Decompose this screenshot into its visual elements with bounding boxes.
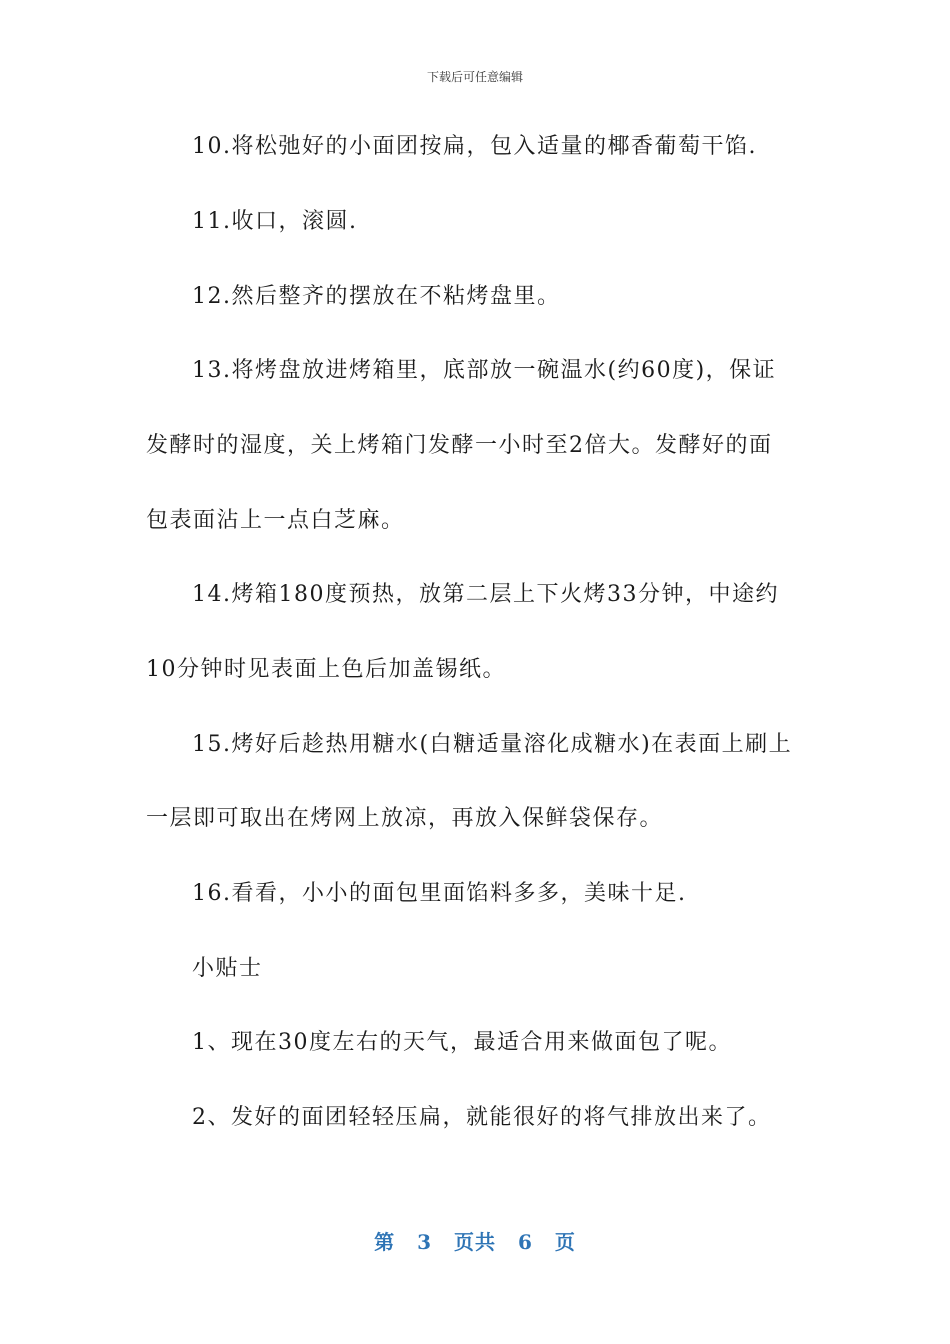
tips-heading: 小贴士 [192, 956, 263, 981]
page-number-footer [0, 1226, 950, 1255]
footer-current-page: 3 [417, 1230, 432, 1254]
step-13-continuation: 发酵时的湿度，关上烤箱门发酵一小时至2倍大。发酵好的面 [146, 433, 773, 458]
footer-label-page: 第 [374, 1230, 396, 1254]
footer-label-end: 页 [554, 1230, 576, 1254]
step-15-line: 15.烤好后趁热用糖水(白糖适量溶化成糖水)在表面上刷上 [192, 732, 793, 757]
footer-total-pages: 6 [518, 1230, 533, 1254]
header-note: 下载后可任意编辑 [426, 70, 523, 84]
tip-1-line: 1、现在30度左右的天气，最适合用来做面包了呢。 [192, 1030, 732, 1055]
footer-label-total: 页共 [454, 1230, 496, 1254]
step-14-line: 14.烤箱180度预热，放第二层上下火烤33分钟，中途约 [192, 582, 779, 607]
tip-2-line: 2、发好的面团轻轻压扁，就能很好的将气排放出来了。 [192, 1105, 772, 1130]
step-10-line: 10.将松弛好的小面团按扁，包入适量的椰香葡萄干馅. [192, 134, 757, 159]
step-11-line: 11.收口，滚圆. [192, 209, 358, 234]
step-15-continuation: 一层即可取出在烤网上放凉，再放入保鲜袋保存。 [146, 806, 664, 831]
step-16-line: 16.看看，小小的面包里面馅料多多，美味十足. [192, 881, 687, 906]
step-14-continuation: 10分钟时见表面上色后加盖锡纸。 [146, 657, 506, 682]
step-13-line: 13.将烤盘放进烤箱里，底部放一碗温水(约60度)，保证 [192, 358, 777, 383]
step-13-continuation: 包表面沾上一点白芝麻。 [146, 508, 405, 533]
step-12-line: 12.然后整齐的摆放在不粘烤盘里。 [192, 284, 561, 309]
